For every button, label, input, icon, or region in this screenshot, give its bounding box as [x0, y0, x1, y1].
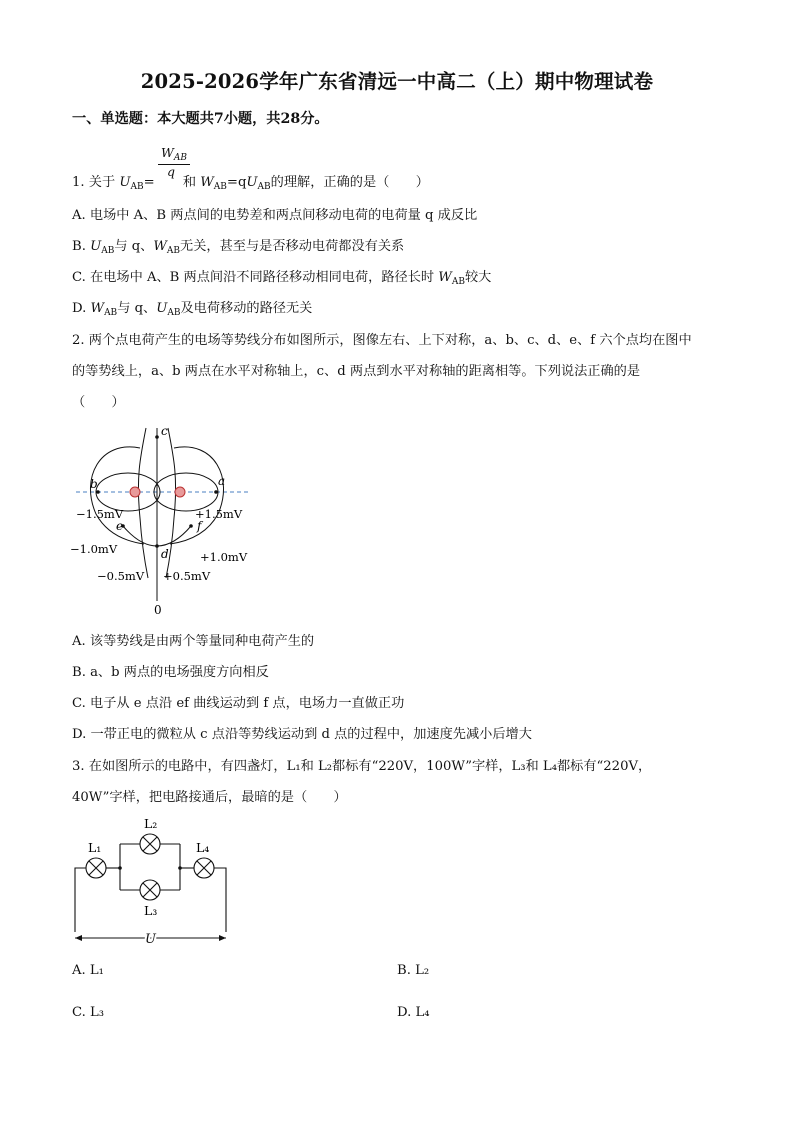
- label-neg-0-5: −0.5mV: [97, 569, 145, 583]
- q2-stem-line-2: 的等势线上，a、b 两点在水平对称轴上，c、d 两点到水平对称轴的距离相等。下列说法正确的是: [72, 364, 641, 379]
- equipotential-figure: [60, 418, 260, 618]
- q1-option-a: A. 电场中 A、B 两点间的电势差和两点间移动电荷的电荷量 q 成反比: [72, 208, 478, 223]
- label-pos-1-5: +1.5mV: [195, 507, 243, 521]
- q3-stem-line-2: 40W”字样，把电路接通后，最暗的是（ ）: [72, 790, 347, 805]
- q3-option-b: B. L₂: [397, 963, 430, 978]
- label-u: U: [145, 932, 156, 947]
- label-a: a: [218, 474, 226, 488]
- q2-option-a: A. 该等势线是由两个等量同种电荷产生的: [72, 634, 315, 649]
- q2-stem-line-1: 2. 两个点电荷产生的电场等势线分布如图所示，图像左右、上下对称，a、b、c、d、e、f 六个点均在图中: [72, 333, 692, 348]
- label-e: e: [116, 519, 124, 533]
- junction-right: [178, 866, 182, 870]
- label-b: b: [90, 477, 98, 491]
- left-charge: [130, 487, 140, 497]
- q2-option-c: C. 电子从 e 点沿 ef 曲线运动到 f 点，电场力一直做正功: [72, 696, 405, 711]
- label-neg-1-0: −1.0mV: [70, 542, 118, 556]
- wire-left: [75, 868, 86, 932]
- q3-stem-line-1: 3. 在如图所示的电路中，有四盏灯，L₁和 L₂都标有“220V，100W”字样，L₃和 L₄都标有“220V，: [72, 759, 652, 774]
- label-l2: L₂: [144, 816, 158, 831]
- page-title: 2025-2026学年广东省清远一中高二（上）期中物理试卷: [140, 70, 654, 93]
- point-c: [155, 435, 159, 439]
- junction-left: [118, 866, 122, 870]
- label-zero: 0: [154, 603, 162, 617]
- label-c: c: [161, 424, 168, 438]
- point-a: [214, 490, 218, 494]
- point-d: [155, 544, 159, 548]
- label-l4: L₄: [196, 840, 210, 855]
- q1-option-b: B. $U_{AB}$与 q、$W_{AB}$无关，甚至与是否移动电荷都没有关系: [72, 239, 405, 256]
- label-pos-0-5: +0.5mV: [163, 569, 211, 583]
- q2-option-b: B. a、b 两点的电场强度方向相反: [72, 665, 269, 680]
- label-f: f: [197, 519, 202, 533]
- q3-option-d: D. L₄: [397, 1005, 430, 1020]
- point-f: [189, 524, 193, 528]
- wire-right: [214, 868, 226, 932]
- right-charge: [175, 487, 185, 497]
- section-heading: 一、单选题：本大题共7小题，共28分。: [72, 111, 329, 127]
- label-pos-1-0: +1.0mV: [200, 550, 248, 564]
- q1-option-d: D. $W_{AB}$与 q、$U_{AB}$及电荷移动的路径无关: [72, 301, 313, 318]
- q1-option-c: C. 在电场中 A、B 两点间沿不同路径移动相同电荷，路径长时 $W_{AB}$较大: [72, 270, 492, 287]
- q2-stem-line-3: （ ）: [72, 395, 125, 410]
- label-l3: L₃: [144, 903, 158, 918]
- q1-stem: 1. 关于 $U_{AB}=$ 和 $W_{AB}=qU_{AB}$的理解，正确的是（ ）: [72, 175, 429, 192]
- label-neg-1-5: −1.5mV: [76, 507, 124, 521]
- q3-option-c: C. L₃: [72, 1005, 105, 1020]
- q2-option-d: D. 一带正电的微粒从 c 点沿等势线运动到 d 点的过程中，加速度先减小后增大: [72, 727, 532, 742]
- q3-option-a: A. L₁: [72, 963, 104, 978]
- label-d: d: [161, 547, 169, 561]
- equipotential-left-05: [138, 428, 148, 578]
- label-l1: L₁: [88, 840, 102, 855]
- fraction-numerator: $W_{AB}$: [158, 145, 190, 165]
- fraction-denominator: q: [167, 164, 176, 179]
- circuit-figure: [66, 812, 238, 952]
